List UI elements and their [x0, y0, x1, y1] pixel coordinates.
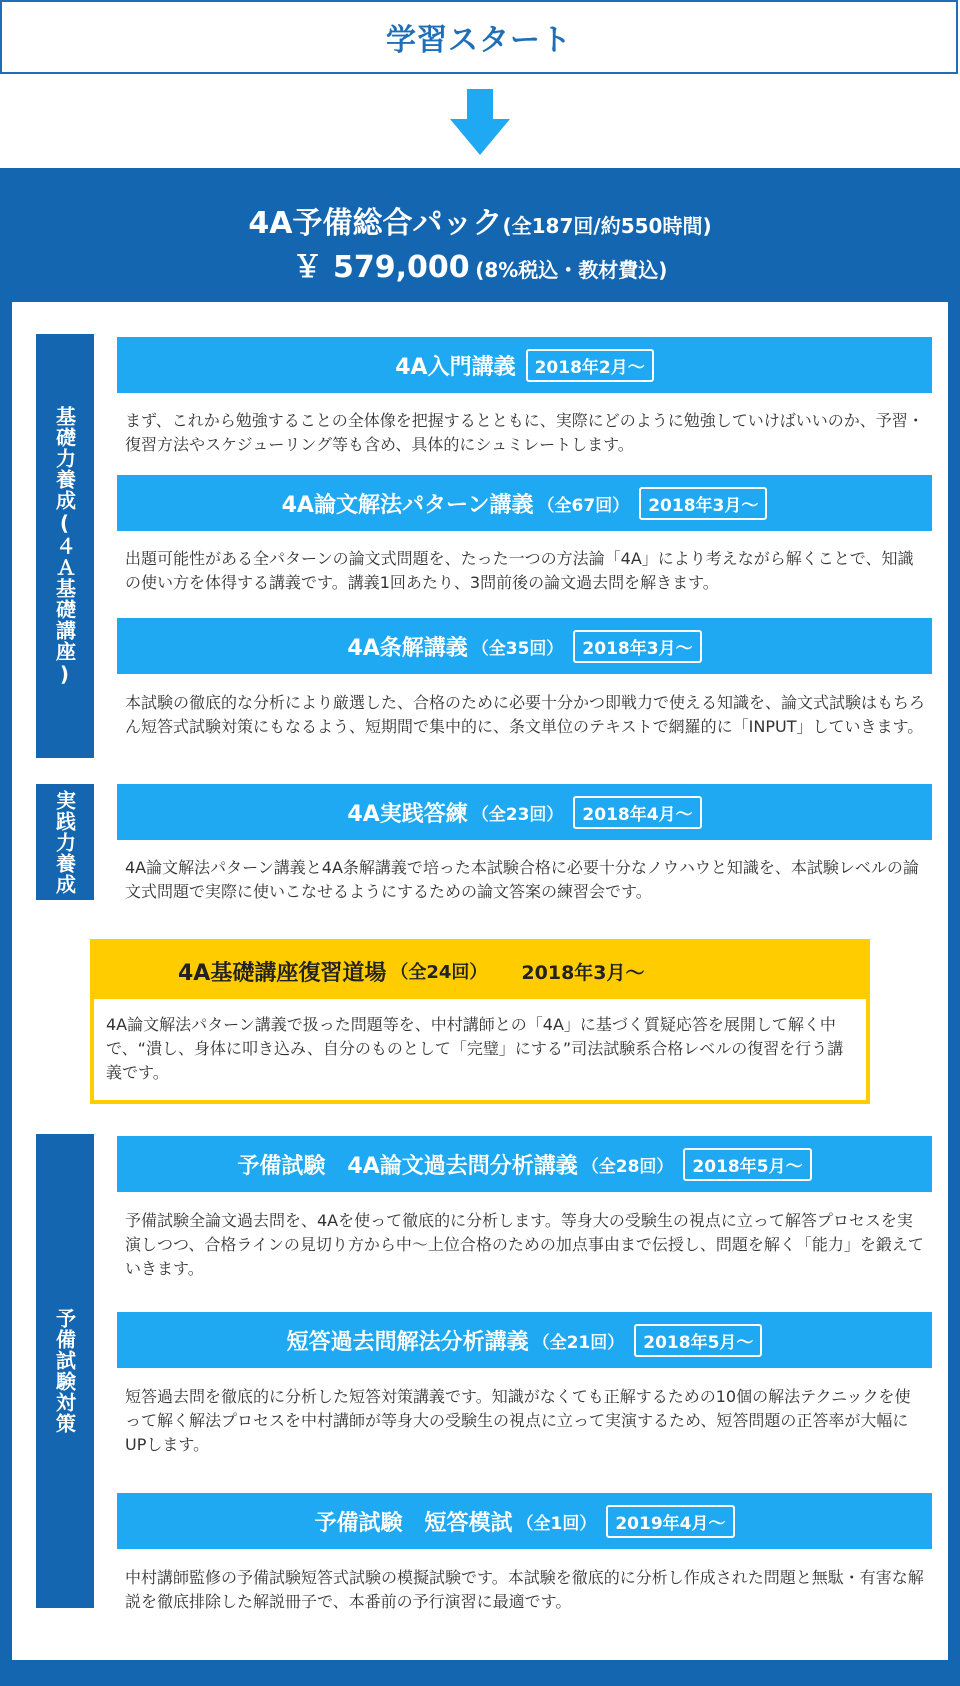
pack-price-value: ￥ 579,000	[292, 250, 470, 285]
course-description: 予備試験全論文過去問を、4Aを使って徹底的に分析します。等身大の受験生の視点に立って解答プロセスを実演しつつ、合格ラインの見切り方から中〜上位合格のための加点事由まで伝授し、問題を解く「能力」を鍛えていきます。	[125, 1211, 924, 1278]
course-title: 4A入門講義	[395, 354, 516, 380]
course-date: 2018年5月〜	[634, 1324, 762, 1357]
review-date: 2018年3月〜	[521, 961, 645, 984]
section-exam-label	[36, 1134, 94, 1608]
course-header-short-answer	[117, 1312, 932, 1368]
course-count: （全35回）	[471, 638, 564, 659]
course-date: 2018年2月〜	[526, 349, 654, 382]
course-date: 2018年5月〜	[683, 1148, 811, 1181]
section-basic-text: 基礎力養成(４Ａ基礎講座)	[52, 405, 77, 687]
course-header-pattern	[117, 475, 932, 531]
course-header-past-essay	[117, 1136, 932, 1192]
course-count: （全1回）	[516, 1513, 597, 1534]
pack-price	[0, 242, 960, 286]
arrow-down-icon	[450, 89, 510, 155]
course-header-mock-exam	[117, 1493, 932, 1549]
course-title: 4A実践答練	[347, 801, 468, 827]
pack-title	[0, 198, 960, 242]
course-date: 2018年3月〜	[639, 487, 767, 520]
course-header-practice	[117, 784, 932, 840]
review-title: 4A基礎講座復習道場	[178, 960, 387, 986]
pack-price-note: (8%税込・教材費込)	[475, 258, 668, 282]
course-count: （全28回）	[581, 1156, 674, 1177]
course-description: 4A論文解法パターン講義と4A条解講義で培った本試験合格に必要十分なノウハウと知識を、本試験レベルの論文式問題で実際に使いこなせるようにするための論文答案の練習会です。	[125, 858, 919, 901]
course-title: 短答過去問解法分析講義	[286, 1329, 529, 1355]
course-description: 短答過去問を徹底的に分析した短答対策講義です。知識がなくても正解するための10個の解法テクニックを使って解く解法プロセスを中村講師が等身大の受験生の視点に立って実演するため、短答問題の正答率が大幅にUPします。	[125, 1387, 911, 1454]
pack-title-note: (全187回/約550時間)	[502, 214, 712, 238]
course-description: 中村講師監修の予備試験短答式試験の模擬試験です。本試験を徹底的に分析し作成された問題と無駄・有害な解説を徹底排除した解説冊子で、本番前の予行演習に最適です。	[125, 1568, 924, 1611]
course-title: 4A論文解法パターン講義	[281, 492, 534, 518]
start-banner	[0, 0, 958, 74]
course-description: まず、これから勉強することの全体像を把握するとともに、実際にどのように勉強していけばいいのか、予習・復習方法やスケジューリング等も含め、具体的にシュミレートします。	[125, 411, 924, 454]
course-title: 4A条解講義	[347, 635, 468, 661]
review-count: （全24回）	[390, 962, 488, 983]
course-count: （全67回）	[537, 495, 630, 516]
section-basic-label	[36, 334, 94, 758]
course-date: 2018年4月〜	[573, 796, 701, 829]
review-description: 4A論文解法パターン講義で扱った問題等を、中村講師との「4A」に基づく質疑応答を展開して解く中で、“潰し、身体に叩き込み、自分のものとして「完璧」にする”司法試験系合格レベルの復習を行う講義です。	[106, 1015, 844, 1082]
course-count: （全21回）	[532, 1332, 625, 1353]
course-date: 2019年4月〜	[606, 1505, 734, 1538]
course-header-article	[117, 618, 932, 674]
section-practice-text: 実践力養成	[52, 789, 77, 895]
course-title: 予備試験 4A論文過去問分析講義	[237, 1153, 578, 1179]
course-description: 本試験の徹底的な分析により厳選した、合格のために必要十分かつ即戦力で使える知識を、論文式試験はもちろん短答式試験対策にもなるよう、短期間で集中的に、条文単位のテキストで網羅的に「INPUT」していきます。	[125, 693, 926, 736]
course-title: 予備試験 短答模試	[314, 1510, 513, 1536]
course-description: 出題可能性がある全パターンの論文式問題を、たった一つの方法論「4A」により考えながら解くことで、知識の使い方を体得する講義です。講義1回あたり、3問前後の論文過去問を解きます。	[125, 549, 914, 592]
course-date: 2018年3月〜	[573, 630, 701, 663]
course-header-intro	[117, 337, 932, 393]
section-exam-text: 予備試験対策	[52, 1308, 77, 1434]
pack-name: 4A予備総合パック	[248, 206, 503, 241]
start-label: 学習スタート	[386, 23, 572, 58]
course-count: （全23回）	[471, 804, 564, 825]
review-box	[90, 939, 870, 1104]
section-practice-label	[36, 784, 94, 900]
review-header	[94, 943, 866, 999]
